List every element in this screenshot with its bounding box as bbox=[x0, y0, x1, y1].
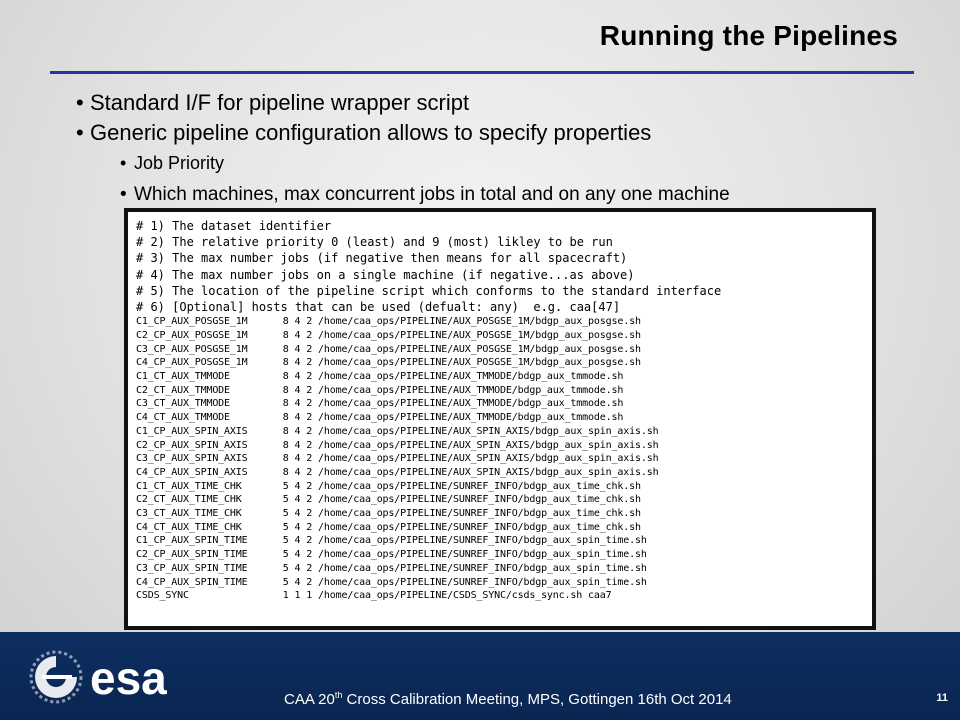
bullet-marker: • bbox=[76, 90, 84, 115]
bullet-marker: • bbox=[120, 153, 127, 173]
sub-bullet-item bbox=[76, 178, 936, 212]
esa-logo-text: esa bbox=[90, 652, 167, 704]
config-entry: C3_CT_AUX_TIME_CHK 5 4 2 /home/caa_ops/PIPELINE/SUNREF_INFO/bdgp_aux_time_chk.sh bbox=[136, 508, 641, 520]
config-entry: CSDS_SYNC 1 1 1 /home/caa_ops/PIPELINE/CSDS_SYNC/csds_sync.sh caa7 bbox=[136, 590, 612, 602]
config-entry: C3_CT_AUX_TMMODE 8 4 2 /home/caa_ops/PIPELINE/AUX_TMMODE/bdgp_aux_tmmode.sh bbox=[136, 398, 624, 410]
footer-meeting-text bbox=[284, 690, 732, 708]
config-entry: C2_CP_AUX_POSGSE_1M 8 4 2 /home/caa_ops/PIPELINE/AUX_POSGSE_1M/bdgp_aux_posgse.sh bbox=[136, 329, 641, 341]
config-comment: # 6) [Optional] hosts that can be used (defualt: any) e.g. caa[47] bbox=[136, 300, 621, 315]
page-number: 11 bbox=[936, 692, 948, 704]
config-entry: C4_CP_AUX_POSGSE_1M 8 4 2 /home/caa_ops/PIPELINE/AUX_POSGSE_1M/bdgp_aux_posgse.sh bbox=[136, 357, 641, 369]
slide-footer bbox=[0, 632, 960, 720]
config-entry: C3_CP_AUX_POSGSE_1M 8 4 2 /home/caa_ops/PIPELINE/AUX_POSGSE_1M/bdgp_aux_posgse.sh bbox=[136, 343, 641, 355]
config-entry: C2_CT_AUX_TMMODE 8 4 2 /home/caa_ops/PIPELINE/AUX_TMMODE/bdgp_aux_tmmode.sh bbox=[136, 384, 624, 396]
bullet-marker: • bbox=[120, 184, 127, 205]
bullet-item bbox=[76, 88, 936, 118]
config-entry: C4_CT_AUX_TMMODE 8 4 2 /home/caa_ops/PIPELINE/AUX_TMMODE/bdgp_aux_tmmode.sh bbox=[136, 412, 624, 424]
meeting-ordinal: th bbox=[334, 690, 343, 700]
config-entry: C1_CT_AUX_TIME_CHK 5 4 2 /home/caa_ops/PIPELINE/SUNREF_INFO/bdgp_aux_time_chk.sh bbox=[136, 480, 641, 492]
config-comment: # 4) The max number jobs on a single machine (if negative...as above) bbox=[136, 267, 635, 282]
config-comment: # 2) The relative priority 0 (least) and 9 (most) likley to be run bbox=[136, 235, 613, 250]
bullet-text: Generic pipeline configuration allows to specify properties bbox=[90, 120, 652, 145]
esa-logo bbox=[22, 642, 202, 712]
pipeline-config-listing bbox=[124, 208, 876, 630]
bullet-text: Standard I/F for pipeline wrapper script bbox=[90, 90, 470, 115]
slide-title: Running the Pipelines bbox=[599, 20, 898, 51]
config-entry: C1_CP_AUX_POSGSE_1M 8 4 2 /home/caa_ops/PIPELINE/AUX_POSGSE_1M/bdgp_aux_posgse.sh bbox=[136, 316, 641, 328]
sub-bullet-item bbox=[76, 148, 936, 178]
meeting-suffix: Cross Calibration Meeting, MPS, Gottingen 16th Oct 2014 bbox=[342, 691, 732, 708]
bullet-marker: • bbox=[76, 120, 84, 145]
title-underline bbox=[50, 71, 914, 74]
sub-bullet-text: Which machines, max concurrent jobs in total and on any one machine bbox=[134, 184, 730, 205]
config-comment: # 3) The max number jobs (if negative then means for all spacecraft) bbox=[136, 251, 628, 266]
config-entry: C1_CP_AUX_SPIN_AXIS 8 4 2 /home/caa_ops/PIPELINE/AUX_SPIN_AXIS/bdgp_aux_spin_axis.sh bbox=[136, 425, 659, 437]
config-comment: # 1) The dataset identifier bbox=[136, 219, 332, 233]
config-entry: C2_CT_AUX_TIME_CHK 5 4 2 /home/caa_ops/PIPELINE/SUNREF_INFO/bdgp_aux_time_chk.sh bbox=[136, 494, 641, 506]
config-entry: C3_CP_AUX_SPIN_TIME 5 4 2 /home/caa_ops/PIPELINE/SUNREF_INFO/bdgp_aux_spin_time.sh bbox=[136, 562, 647, 574]
config-entry: C3_CP_AUX_SPIN_AXIS 8 4 2 /home/caa_ops/PIPELINE/AUX_SPIN_AXIS/bdgp_aux_spin_axis.sh bbox=[136, 453, 659, 465]
config-entry: C1_CP_AUX_SPIN_TIME 5 4 2 /home/caa_ops/PIPELINE/SUNREF_INFO/bdgp_aux_spin_time.sh bbox=[136, 535, 647, 547]
sub-bullet-text: Job Priority bbox=[134, 153, 225, 173]
config-entry: C2_CP_AUX_SPIN_TIME 5 4 2 /home/caa_ops/PIPELINE/SUNREF_INFO/bdgp_aux_spin_time.sh bbox=[136, 549, 647, 561]
config-entry: C4_CP_AUX_SPIN_TIME 5 4 2 /home/caa_ops/PIPELINE/SUNREF_INFO/bdgp_aux_spin_time.sh bbox=[136, 576, 647, 588]
config-entry: C1_CT_AUX_TMMODE 8 4 2 /home/caa_ops/PIPELINE/AUX_TMMODE/bdgp_aux_tmmode.sh bbox=[136, 371, 624, 383]
config-entry: C4_CT_AUX_TIME_CHK 5 4 2 /home/caa_ops/PIPELINE/SUNREF_INFO/bdgp_aux_time_chk.sh bbox=[136, 521, 641, 533]
config-comment: # 5) The location of the pipeline script which conforms to the standard interface bbox=[136, 283, 722, 298]
config-entry: C2_CP_AUX_SPIN_AXIS 8 4 2 /home/caa_ops/PIPELINE/AUX_SPIN_AXIS/bdgp_aux_spin_axis.sh bbox=[136, 439, 659, 451]
bullet-item bbox=[76, 118, 936, 148]
bullet-list bbox=[76, 88, 936, 212]
meeting-prefix: CAA 20 bbox=[284, 691, 335, 708]
config-entry: C4_CP_AUX_SPIN_AXIS 8 4 2 /home/caa_ops/PIPELINE/AUX_SPIN_AXIS/bdgp_aux_spin_axis.sh bbox=[136, 466, 659, 478]
